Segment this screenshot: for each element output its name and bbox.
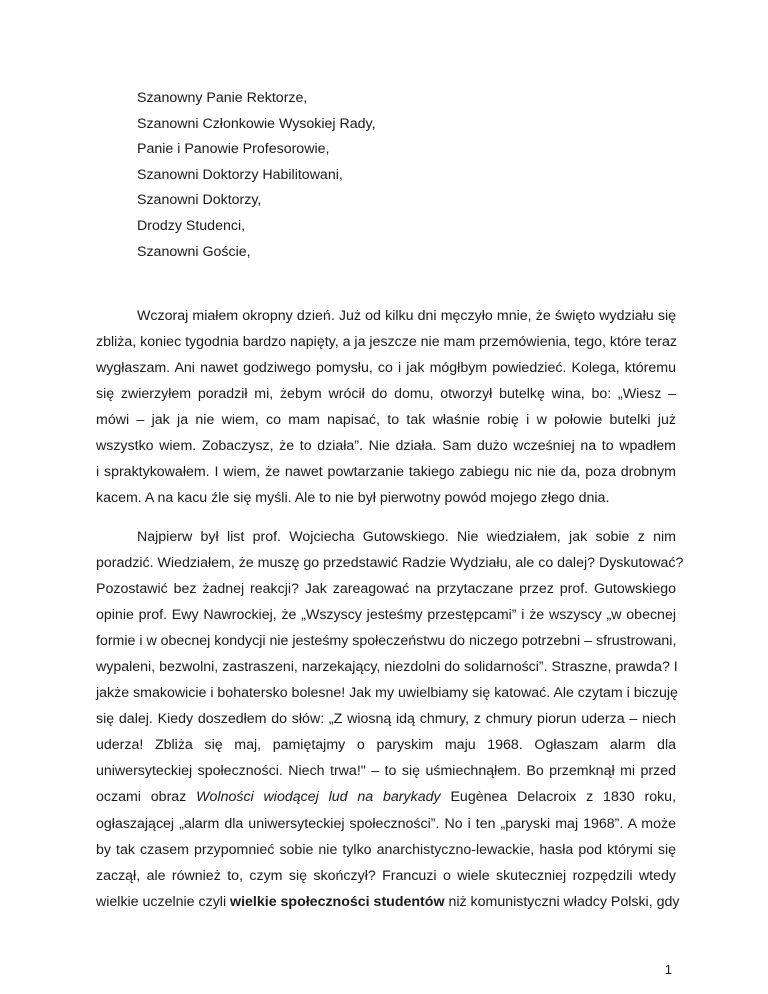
paragraph-line: jakże smakowicie i bohatersko bolesne! Jak my uwielbiamy się katować. Ale czytam i biczuję: [96, 685, 678, 702]
paragraph-line: uniwersyteckiej społeczności. Niech trwa!" – to się uśmiechnąłem. Bo przemknął mi przed: [96, 763, 676, 780]
artwork-title: Wolności wiodącej lud na barykady: [196, 789, 441, 806]
paragraph-line: się zwierzyłem poradził mi, żebym wrócił do domu, otworzył butelkę wina, bo: „Wiesz –: [96, 386, 676, 403]
paragraph-line: [96, 889, 680, 915]
paragraph-1: [96, 303, 676, 511]
paragraph-line: ogłaszającej „alarm dla uniwersyteckiej społeczności”. No i ten „paryski maj 1968”. A może: [96, 815, 676, 832]
paragraph-line: wygłaszam. Ani nawet godziwego pomysłu, co i jak mógłbym powiedzieć. Kolega, któremu: [96, 360, 676, 377]
paragraph-line: Wczoraj miałem okropny dzień. Już od kilku dni męczyło mnie, że święto wydziału się: [137, 308, 676, 324]
text-run: oczami obraz: [96, 789, 197, 806]
paragraph-line: zbliża, koniec tygodnia bardzo napięty, a ja jeszcze nie mam przemówienia, tego, które teraz: [96, 334, 677, 351]
paragraph-line: wypaleni, bezwolni, zastraszeni, narzekający, niezdolni do solidarności”. Straszne, prawda? I: [96, 659, 678, 676]
paragraph-line: by tak czasem przypomnieć sobie nie tylko anarchistyczno-lewackie, hasła pod którymi się: [96, 841, 676, 858]
salutation-line: Drodzy Studenci,: [137, 217, 246, 234]
text-run: Eugènea Delacroix z 1830 roku,: [440, 789, 677, 806]
paragraph-line: [96, 784, 676, 810]
paragraph-line: się dalej. Kiedy doszedłem do słów: „Z wiosną idą chmury, z chmury piorun uderza – niech: [96, 711, 676, 728]
salutation-block: [137, 86, 697, 265]
salutation-line: Szanowni Członkowie Wysokiej Rady,: [137, 115, 376, 132]
paragraph-line: wszystko wiem. Zobaczysz, że to działa”. Nie działa. Sam dużo wcześniej na to wpadłem: [96, 438, 676, 455]
paragraph-line: formie i w obecnej kondycji nie jesteśmy społeczeństwu do niczego potrzebni – sfrustrowani,: [96, 633, 677, 650]
salutation-line: Szanowni Doktorzy Habilitowani,: [137, 166, 343, 183]
bold-phrase: wielkie społeczności studentów: [230, 893, 445, 910]
salutation-line: Szanowny Panie Rektorze,: [137, 90, 308, 106]
text-run: wielkie uczelnie czyli: [96, 893, 231, 910]
paragraph-line: zaczął, ale również to, czym się skończył? Francuzi o wiele skuteczniej rozpędzili wtedy: [96, 867, 676, 884]
paragraph-line: opinie prof. Ewy Nawrockiej, że „Wszyscy jesteśmy przestępcami” i że wszyscy „w obecnej: [96, 607, 676, 624]
paragraph-line: uderza! Zbliża się maj, pamiętajmy o paryskim maju 1968. Ogłaszam alarm dla: [96, 737, 676, 754]
salutation-line: Panie i Panowie Profesorowie,: [137, 141, 330, 158]
paragraph-line: Najpierw był list prof. Wojciecha Gutowskiego. Nie wiedziałem, jak sobie z nim: [137, 529, 676, 545]
paragraph-line: kacem. A na kacu źle się myśli. Ale to nie był pierwotny powód mojego złego dnia.: [96, 490, 610, 507]
salutation-line: Szanowni Goście,: [137, 243, 251, 260]
salutation-line: Szanowni Doktorzy,: [137, 192, 262, 209]
paragraph-line: i spraktykowałem. I wiem, że nawet powtarzanie takiego zabiegu nic nie da, poza drobnym: [96, 464, 676, 481]
paragraph-line: Pozostawić bez żadnej reakcji? Jak zareagować na przytaczane przez prof. Gutowskiego: [96, 581, 676, 598]
paragraph-line: mówi – jak ja nie wiem, co mam napisać, to tak właśnie robię i w połowie butelki już: [96, 412, 676, 429]
text-run: niż komunistyczni władcy Polski, gdy: [444, 893, 680, 910]
paragraph-2: [96, 524, 684, 915]
paragraph-line: poradzić. Wiedziałem, że muszę go przedstawić Radzie Wydziału, ale co dalej? Dyskutować?: [96, 555, 684, 572]
page-number: 1: [664, 962, 672, 977]
